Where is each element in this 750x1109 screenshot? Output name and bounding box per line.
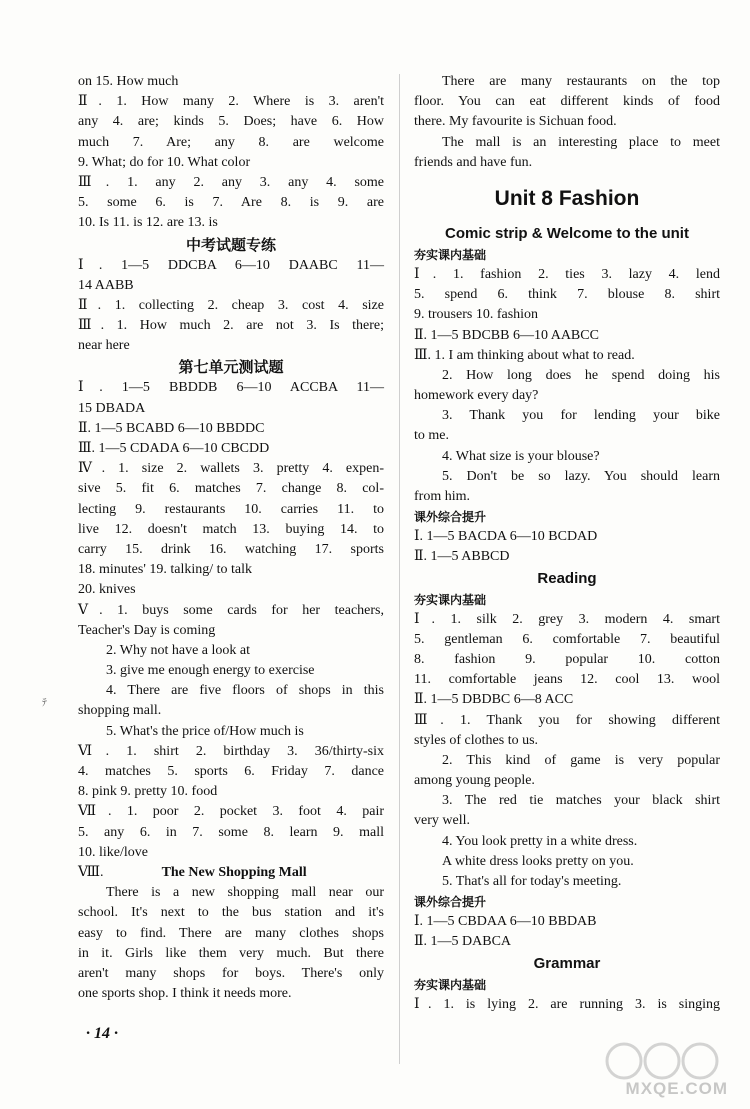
answer-line: 9. What; do for 10. What color xyxy=(78,154,251,170)
answer-line: Ⅰ. 1—5 BBDDB 6—10 ACCBA 11— xyxy=(78,380,384,396)
answer-line: 3. give me enough energy to exercise xyxy=(106,663,315,679)
answer-line: 10. like/love xyxy=(78,844,148,860)
answer-line: Teacher's Day is coming xyxy=(78,622,216,638)
answer-line: Ⅰ. 1—5 CBDAA 6—10 BBDAB xyxy=(414,914,597,930)
answer-line: near here xyxy=(78,338,130,354)
section-heading: Reading xyxy=(537,569,597,587)
answer-line: school. It's next to the bus station and it's xyxy=(78,905,384,921)
answer-line: 4. There are five floors of shops in this xyxy=(106,683,384,699)
section-heading: 第七单元测试题 xyxy=(178,358,284,377)
answer-line: Ⅵ. 1. shirt 2. birthday 3. 36/thirty-six xyxy=(78,743,384,759)
answer-line: there. My favourite is Sichuan food. xyxy=(414,114,617,130)
answer-line: 11. comfortable jeans 12. cool 13. wool xyxy=(414,672,720,688)
column-divider xyxy=(399,74,400,1064)
answer-line: There are many restaurants on the top xyxy=(442,74,720,89)
answer-line: Ⅱ. 1. collecting 2. cheap 3. cost 4. size xyxy=(78,297,384,313)
subsection-label: 夯实课内基础 xyxy=(414,592,487,607)
answer-line: 2. Why not have a look at xyxy=(106,642,250,658)
section-heading: Comic strip & Welcome to the unit xyxy=(445,224,689,242)
side-mark: ﾃ xyxy=(42,698,47,709)
answer-line: shopping mall. xyxy=(78,703,162,719)
answer-line: homework every day? xyxy=(414,388,539,404)
answer-line: floor. You can eat different kinds of food xyxy=(414,94,720,110)
answer-line: among young people. xyxy=(414,773,535,789)
answer-line: 18. minutes' 19. talking/ to talk xyxy=(78,562,253,578)
answer-line: 5. Don't be so lazy. You should learn xyxy=(442,468,720,484)
answer-line: A white dress looks pretty on you. xyxy=(442,853,634,869)
answer-line: Ⅱ. 1—5 ABBCD xyxy=(414,549,510,565)
answer-line: Ⅱ. 1. How many 2. Where is 3. aren't xyxy=(78,94,384,110)
answer-line: Ⅳ. 1. size 2. wallets 3. pretty 4. expen- xyxy=(78,461,384,477)
essay-heading xyxy=(78,863,384,883)
answer-line: Ⅴ. 1. buys some cards for her teachers, xyxy=(78,602,384,618)
answer-line: 5. any 6. in 7. some 8. learn 9. mall xyxy=(78,824,384,840)
watermark-text: MXQE.COM xyxy=(625,1079,728,1098)
right-column xyxy=(414,72,720,1015)
answer-line: 8. pink 9. pretty 10. food xyxy=(78,784,218,800)
answer-line: friends and have fun. xyxy=(414,154,533,170)
watermark-logo xyxy=(604,1041,732,1101)
answer-line: 4. matches 5. sports 6. Friday 7. dance xyxy=(78,764,384,779)
answer-line: Ⅲ. 1. I am thinking about what to read. xyxy=(414,347,635,363)
answer-line: 4. You look pretty in a white dress. xyxy=(442,833,638,849)
answer-line: Ⅰ. 1—5 BACDA 6—10 BCDAD xyxy=(414,529,598,545)
left-column xyxy=(78,72,384,1004)
answer-line: 5. gentleman 6. comfortable 7. beautiful xyxy=(414,631,720,647)
answer-line: sive 5. fit 6. matches 7. change 8. col- xyxy=(78,481,384,497)
answer-line: 5. spend 6. think 7. blouse 8. shirt xyxy=(414,287,720,303)
answer-line: 15 DBADA xyxy=(78,400,146,416)
page-number: · 14 · xyxy=(86,1025,118,1042)
answer-line: 9. trousers 10. fashion xyxy=(414,307,539,323)
answer-line: 3. Thank you for lending your bike xyxy=(442,408,720,424)
answer-line: Ⅱ. 1—5 DBDBC 6—8 ACC xyxy=(414,692,574,708)
essay-roman-numeral: Ⅷ. xyxy=(78,864,104,880)
answer-line: 5. some 6. is 7. Are 8. is 9. are xyxy=(78,195,384,211)
section-heading: Grammar xyxy=(533,954,601,972)
subsection-label: 课外综合提升 xyxy=(414,895,487,910)
answer-line: 5. That's all for today's meeting. xyxy=(442,874,622,889)
answer-line: Ⅲ. 1. Thank you for showing different xyxy=(414,712,720,728)
answer-line: 14 AABB xyxy=(78,277,134,293)
answer-line: Ⅱ. 1—5 DABCA xyxy=(414,934,512,950)
answer-line: Ⅱ. 1—5 BCABD 6—10 BBDDC xyxy=(78,420,265,436)
answer-line: on 15. How much xyxy=(78,74,179,89)
answer-line: one sports shop. I think it needs more. xyxy=(78,986,292,1002)
subsection-label: 夯实课内基础 xyxy=(414,977,487,992)
answer-line: 8. fashion 9. popular 10. cotton xyxy=(414,651,720,667)
answer-line: Ⅲ. 1. any 2. any 3. any 4. some xyxy=(78,174,384,190)
answer-line: 5. What's the price of/How much is xyxy=(106,723,304,739)
answer-line: easy to find. There are many clothes shops xyxy=(78,925,384,941)
answer-line: Ⅰ. 1—5 DDCBA 6—10 DAABC 11— xyxy=(78,257,384,273)
subsection-label: 课外综合提升 xyxy=(414,510,487,525)
answer-line: Ⅲ. 1—5 CDADA 6—10 CBCDD xyxy=(78,441,270,456)
answer-line: 10. Is 11. is 12. are 13. is xyxy=(78,215,218,231)
answer-line: carry 15. drink 16. watching 17. sports xyxy=(78,541,384,557)
answer-line: There is a new shopping mall near our xyxy=(106,885,384,901)
answer-line: 4. What size is your blouse? xyxy=(442,448,600,464)
answer-line: Ⅲ. 1. How much 2. are not 3. Is there; xyxy=(78,318,384,334)
answer-line: lecting 9. restaurants 10. carries 11. to xyxy=(78,501,384,517)
answer-line: in it. Girls like them very much. But there xyxy=(78,945,384,961)
answer-line: from him. xyxy=(414,489,470,504)
answer-line: aren't many shops for boys. There's only xyxy=(78,965,384,981)
answer-line: 2. How long does he spend doing his xyxy=(442,367,720,383)
subsection-label: 夯实课内基础 xyxy=(414,247,487,262)
answer-line: Ⅰ. 1. silk 2. grey 3. modern 4. smart xyxy=(414,611,720,627)
answer-line: to me. xyxy=(414,428,449,444)
answer-line: The mall is an interesting place to meet xyxy=(442,134,720,150)
answer-line: 3. The red tie matches your black shirt xyxy=(442,793,720,809)
answer-line: Ⅱ. 1—5 BDCBB 6—10 AABCC xyxy=(414,327,599,343)
section-heading: 中考试题专练 xyxy=(185,235,276,254)
answer-line: very well. xyxy=(414,813,470,829)
answer-line: Ⅶ. 1. poor 2. pocket 3. foot 4. pair xyxy=(78,804,384,820)
unit-title: Unit 8 Fashion xyxy=(494,186,640,210)
answer-line: much 7. Are; any 8. are welcome xyxy=(78,134,384,150)
answer-line: Ⅰ. 1. is lying 2. are running 3. is singing xyxy=(414,996,720,1012)
answer-line: Ⅰ. 1. fashion 2. ties 3. lazy 4. lend xyxy=(414,266,720,282)
answer-line: 2. This kind of game is very popular xyxy=(442,752,720,768)
essay-title: The New Shopping Mall xyxy=(161,864,307,880)
answer-line: 20. knives xyxy=(78,582,136,598)
answer-line: styles of clothes to us. xyxy=(414,732,539,748)
answer-line: any 4. are; kinds 5. Does; have 6. How xyxy=(78,114,384,130)
answer-line: live 12. doesn't match 13. buying 14. to xyxy=(78,521,384,537)
